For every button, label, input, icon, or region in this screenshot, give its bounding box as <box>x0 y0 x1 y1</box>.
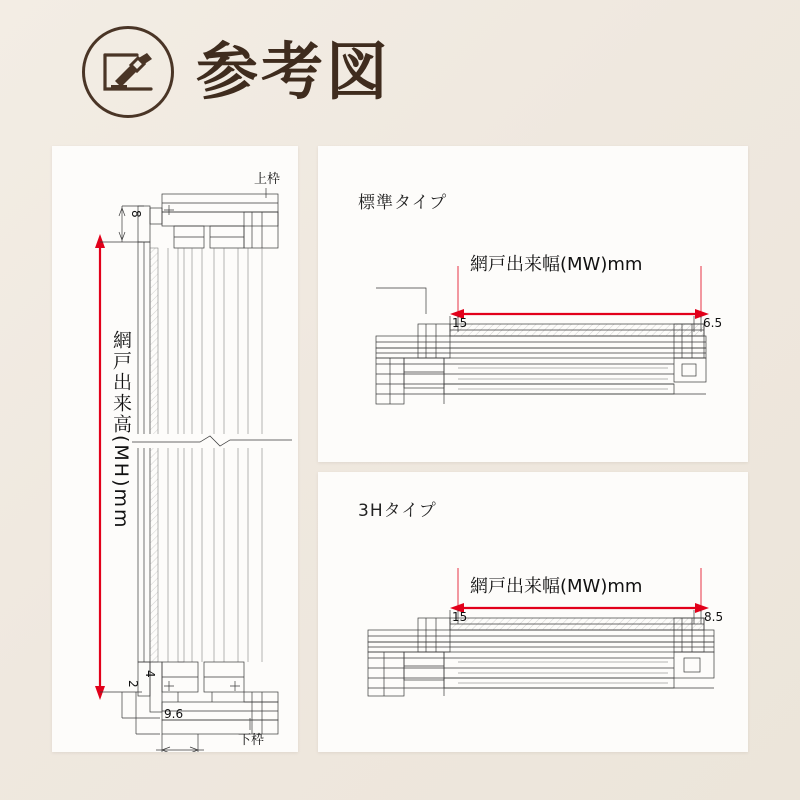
dim-bottom-2: 2 <box>126 680 140 688</box>
hand-drawing-icon <box>82 26 174 118</box>
3h-type-panel <box>318 472 748 752</box>
page-header <box>82 26 391 118</box>
vertical-section-panel <box>52 146 298 752</box>
standard-type-panel <box>318 146 748 462</box>
3h-dim-left-15: 15 <box>452 610 468 624</box>
bottom-frame-label: 下枠 <box>238 733 265 748</box>
standard-width-label: 網戸出来幅(MW)mm <box>470 254 643 275</box>
height-dimension-label: 網戸出来高(MH)mm <box>110 330 132 530</box>
dim-base-9-6: 9.6 <box>164 707 184 721</box>
arrow-head-up <box>95 234 105 248</box>
standard-type-drawing <box>318 146 748 462</box>
3h-dim-right-8-5: 8.5 <box>704 610 724 624</box>
standard-type-label: 標準タイプ <box>358 193 448 213</box>
standard-dim-left-15: 15 <box>452 316 468 330</box>
3h-type-label: 3Hタイプ <box>358 501 437 521</box>
3h-type-drawing <box>318 472 748 752</box>
dim-bottom-4: 4 <box>143 670 157 678</box>
3h-width-label: 網戸出来幅(MW)mm <box>470 576 643 597</box>
standard-dim-right-6-5: 6.5 <box>703 316 723 330</box>
dim-top-8: 8 <box>129 210 143 218</box>
arrow-head-down <box>95 686 105 700</box>
page-title: 参考図 <box>196 35 392 108</box>
vertical-section-drawing <box>52 146 298 752</box>
top-frame-label: 上枠 <box>254 172 281 187</box>
